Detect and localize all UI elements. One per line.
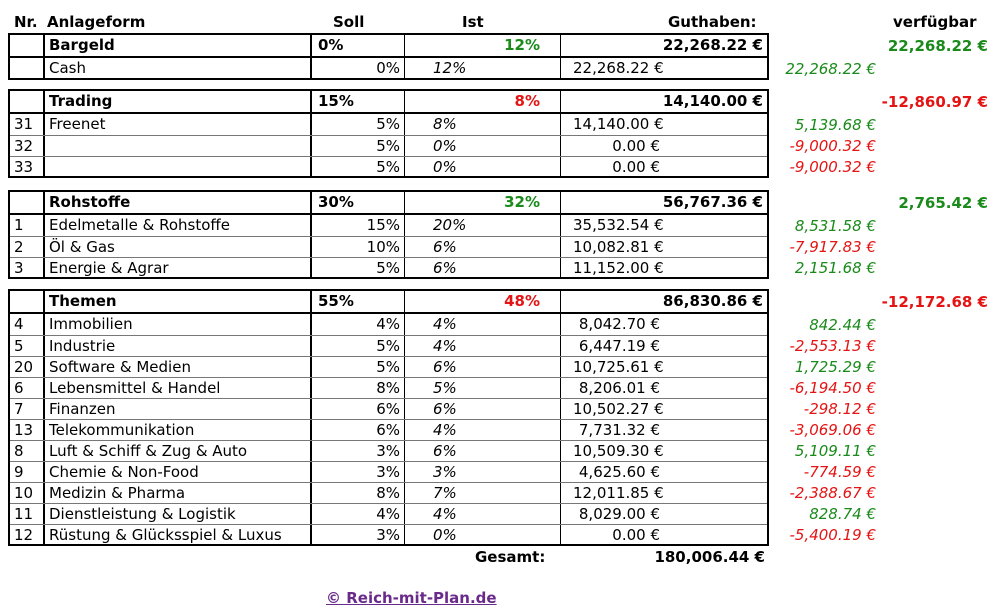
row-verfuegbar: -298.12 € xyxy=(803,400,876,418)
row-nr: 7 xyxy=(14,400,24,418)
group-name: Trading xyxy=(43,91,310,112)
table-row xyxy=(10,314,767,335)
group-header-row xyxy=(10,91,767,114)
group-name: Rohstoffe xyxy=(43,192,310,213)
row-name: Dienstleistung & Logistik xyxy=(43,504,310,525)
header-soll: Soll xyxy=(333,13,365,31)
row-guthaben: 7,731.32 € xyxy=(560,420,670,441)
row-verfuegbar: -9,000.32 € xyxy=(789,158,876,176)
group-block-bargeld xyxy=(8,33,769,80)
row-soll: 6% xyxy=(310,420,404,441)
row-soll: 5% xyxy=(310,157,404,178)
row-soll: 15% xyxy=(310,215,404,236)
row-guthaben: 35,532.54 € xyxy=(560,215,670,236)
header-ist: Ist xyxy=(462,13,484,31)
row-verfuegbar: 5,139.68 € xyxy=(794,116,876,134)
row-ist: 4% xyxy=(404,504,560,525)
row-name: Cash xyxy=(43,58,310,79)
row-ist: 0% xyxy=(404,136,560,157)
row-ist: 3% xyxy=(404,462,560,483)
table-row xyxy=(10,156,767,178)
group-guthaben: 22,268.22 € xyxy=(560,35,767,56)
row-ist: 5% xyxy=(404,378,560,399)
table-row xyxy=(10,440,767,462)
row-verfuegbar: 5,109.11 € xyxy=(794,442,876,460)
row-verfuegbar: -3,069.06 € xyxy=(789,421,876,439)
group-nr-cell xyxy=(10,35,43,56)
group-name: Themen xyxy=(43,291,310,312)
row-name: Software & Medien xyxy=(43,357,310,378)
row-soll: 5% xyxy=(310,136,404,157)
row-guthaben: 12,011.85 € xyxy=(560,483,670,504)
row-nr: 31 xyxy=(14,115,34,133)
row-soll: 4% xyxy=(310,504,404,525)
group-soll: 30% xyxy=(310,192,404,213)
row-name: Öl & Gas xyxy=(43,237,310,258)
table-row xyxy=(10,419,767,441)
row-name: Luft & Schiff & Zug & Auto xyxy=(43,441,310,462)
row-guthaben: 0.00 € xyxy=(560,157,670,178)
row-guthaben: 0.00 € xyxy=(560,136,670,157)
header-verfuegbar: verfügbar xyxy=(893,13,977,31)
row-name xyxy=(43,157,310,178)
row-verfuegbar: -6,194.50 € xyxy=(789,379,876,397)
group-ist: 12% xyxy=(404,35,560,56)
row-nr: 11 xyxy=(14,505,34,523)
row-guthaben: 10,502.27 € xyxy=(560,399,670,420)
row-ist: 6% xyxy=(404,399,560,420)
row-guthaben: 8,029.00 € xyxy=(560,504,670,525)
row-soll: 3% xyxy=(310,462,404,483)
row-nr: 5 xyxy=(14,337,24,355)
row-guthaben: 8,206.01 € xyxy=(560,378,670,399)
copyright-link[interactable]: © Reich-mit-Plan.de xyxy=(326,589,497,607)
row-name: Finanzen xyxy=(43,399,310,420)
table-row xyxy=(10,356,767,378)
row-soll: 3% xyxy=(310,441,404,462)
total-value: 180,006.44 € xyxy=(654,548,765,566)
row-nr: 2 xyxy=(14,238,24,256)
table-row xyxy=(10,257,767,279)
row-verfuegbar: 8,531.58 € xyxy=(794,217,876,235)
group-name: Bargeld xyxy=(43,35,310,56)
row-verfuegbar: 1,725.29 € xyxy=(794,358,876,376)
row-name: Rüstung & Glücksspiel & Luxus xyxy=(43,525,310,546)
row-ist: 6% xyxy=(404,258,560,279)
row-nr: 13 xyxy=(14,421,34,439)
group-verfuegbar: -12,860.97 € xyxy=(881,93,988,111)
row-ist: 12% xyxy=(404,58,560,79)
header-nr: Nr. xyxy=(14,13,38,31)
row-nr: 6 xyxy=(14,379,24,397)
row-verfuegbar: 22,268.22 € xyxy=(785,60,876,78)
row-name: Edelmetalle & Rohstoffe xyxy=(43,215,310,236)
row-verfuegbar: 2,151.68 € xyxy=(794,259,876,277)
row-name: Telekommunikation xyxy=(43,420,310,441)
row-soll: 3% xyxy=(310,525,404,546)
total-label: Gesamt: xyxy=(475,548,546,566)
row-verfuegbar: -774.59 € xyxy=(803,463,876,481)
group-block-rohstoffe xyxy=(8,190,769,279)
row-nr: 20 xyxy=(14,358,34,376)
row-guthaben: 8,042.70 € xyxy=(560,314,670,335)
row-guthaben: 10,509.30 € xyxy=(560,441,670,462)
group-header-row xyxy=(10,35,767,58)
row-soll: 0% xyxy=(310,58,404,79)
row-name: Lebensmittel & Handel xyxy=(43,378,310,399)
row-verfuegbar: -2,553.13 € xyxy=(789,337,876,355)
row-ist: 7% xyxy=(404,483,560,504)
row-guthaben: 22,268.22 € xyxy=(560,58,670,79)
table-row xyxy=(10,236,767,258)
table-row xyxy=(10,524,767,546)
row-nr: 9 xyxy=(14,463,24,481)
group-guthaben: 14,140.00 € xyxy=(560,91,767,112)
row-verfuegbar: -7,917.83 € xyxy=(789,238,876,256)
group-block-trading xyxy=(8,89,769,178)
group-ist: 8% xyxy=(404,91,560,112)
group-soll: 55% xyxy=(310,291,404,312)
row-soll: 10% xyxy=(310,237,404,258)
row-guthaben: 11,152.00 € xyxy=(560,258,670,279)
row-nr xyxy=(10,58,43,79)
row-guthaben: 10,082.81 € xyxy=(560,237,670,258)
group-guthaben: 86,830.86 € xyxy=(560,291,767,312)
row-guthaben: 10,725.61 € xyxy=(560,357,670,378)
row-name: Immobilien xyxy=(43,314,310,335)
row-ist: 6% xyxy=(404,237,560,258)
group-nr-cell xyxy=(10,91,43,112)
row-name xyxy=(43,136,310,157)
table-row xyxy=(10,114,767,135)
row-soll: 5% xyxy=(310,336,404,357)
row-ist: 8% xyxy=(404,114,560,135)
row-guthaben: 0.00 € xyxy=(560,525,670,546)
row-ist: 4% xyxy=(404,420,560,441)
row-guthaben: 4,625.60 € xyxy=(560,462,670,483)
row-verfuegbar: -5,400.19 € xyxy=(789,526,876,544)
table-row xyxy=(10,461,767,483)
group-ist: 48% xyxy=(404,291,560,312)
group-ist: 32% xyxy=(404,192,560,213)
group-nr-cell xyxy=(10,192,43,213)
row-soll: 6% xyxy=(310,399,404,420)
table-row xyxy=(10,335,767,357)
row-name: Medizin & Pharma xyxy=(43,483,310,504)
row-ist: 0% xyxy=(404,525,560,546)
row-soll: 8% xyxy=(310,378,404,399)
row-soll: 5% xyxy=(310,357,404,378)
row-verfuegbar: -2,388.67 € xyxy=(789,484,876,502)
row-nr: 3 xyxy=(14,259,24,277)
row-soll: 5% xyxy=(310,258,404,279)
row-soll: 8% xyxy=(310,483,404,504)
row-ist: 6% xyxy=(404,357,560,378)
row-nr: 12 xyxy=(14,526,34,544)
row-nr: 33 xyxy=(14,158,34,176)
group-verfuegbar: 2,765.42 € xyxy=(898,194,988,212)
row-verfuegbar: 842.44 € xyxy=(809,316,876,334)
row-guthaben: 14,140.00 € xyxy=(560,114,670,135)
header-anlageform: Anlageform xyxy=(47,13,146,31)
row-ist: 6% xyxy=(404,441,560,462)
row-ist: 20% xyxy=(404,215,560,236)
group-header-row xyxy=(10,192,767,215)
table-row xyxy=(10,398,767,420)
table-row xyxy=(10,377,767,399)
row-verfuegbar: 828.74 € xyxy=(809,505,876,523)
row-nr: 10 xyxy=(14,484,34,502)
table-row xyxy=(10,215,767,236)
group-header-row xyxy=(10,291,767,314)
row-ist: 0% xyxy=(404,157,560,178)
row-soll: 5% xyxy=(310,114,404,135)
row-name: Freenet xyxy=(43,114,310,135)
header-guthaben: Guthaben: xyxy=(668,13,757,31)
row-ist: 4% xyxy=(404,336,560,357)
table-row xyxy=(10,503,767,525)
row-verfuegbar: -9,000.32 € xyxy=(789,137,876,155)
group-verfuegbar: -12,172.68 € xyxy=(881,293,988,311)
row-soll: 4% xyxy=(310,314,404,335)
table-row xyxy=(10,482,767,504)
row-name: Energie & Agrar xyxy=(43,258,310,279)
group-soll: 0% xyxy=(310,35,404,56)
row-guthaben: 6,447.19 € xyxy=(560,336,670,357)
row-name: Industrie xyxy=(43,336,310,357)
row-nr: 32 xyxy=(14,137,34,155)
row-name: Chemie & Non-Food xyxy=(43,462,310,483)
table-row xyxy=(10,58,767,79)
group-verfuegbar: 22,268.22 € xyxy=(887,37,988,55)
table-row xyxy=(10,135,767,157)
row-nr: 8 xyxy=(14,442,24,460)
row-ist: 4% xyxy=(404,314,560,335)
group-guthaben: 56,767.36 € xyxy=(560,192,767,213)
row-nr: 4 xyxy=(14,315,24,333)
group-soll: 15% xyxy=(310,91,404,112)
row-nr: 1 xyxy=(14,216,24,234)
group-block-themen xyxy=(8,289,769,546)
group-nr-cell xyxy=(10,291,43,312)
